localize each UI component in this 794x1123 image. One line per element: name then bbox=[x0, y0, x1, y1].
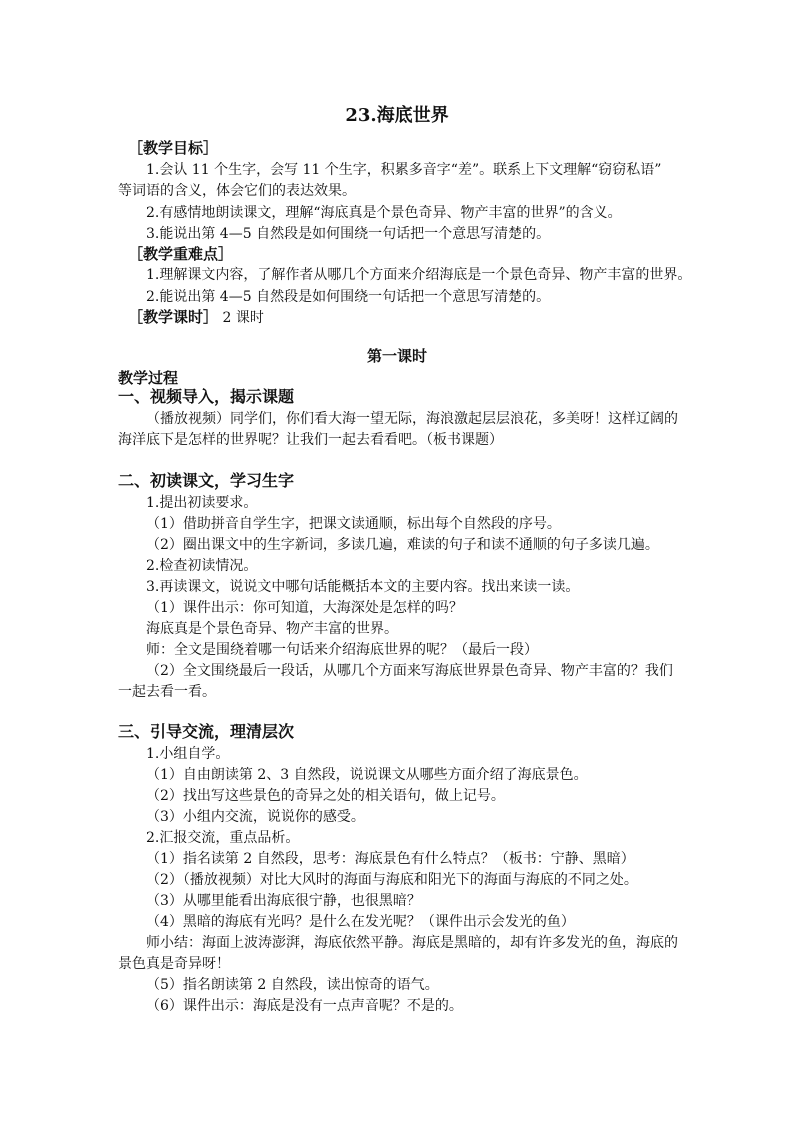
section2-heading: 二、初读课文，学习生字 bbox=[118, 471, 295, 490]
section2-line: 一起去看一看。 bbox=[118, 684, 216, 700]
section1-line: 海洋底下是怎样的世界呢？让我们一起去看看吧。（板书课题） bbox=[118, 432, 503, 448]
document-title: 23.海底世界 bbox=[345, 105, 449, 126]
section2-line: （1）课件出示：你可知道，大海深处是怎样的吗？ bbox=[146, 600, 463, 616]
section3-line: 景色真是奇异呀！ bbox=[118, 956, 230, 972]
section2-line: 3.再读课文，说说文中哪句话能概括本文的主要内容。找出来读一读。 bbox=[146, 579, 580, 595]
section2-line: 1.提出初读要求。 bbox=[146, 495, 258, 511]
section3-line: （3）小组内交流，说说你的感受。 bbox=[146, 809, 365, 825]
objective-item: 1.会认 11 个生字，会写 11 个生字，积累多音字“差”。联系上下文理解“窃窃私语” bbox=[146, 162, 662, 178]
periods-row bbox=[128, 307, 264, 328]
section3-line: （6）课件出示：海底是没有一点声音呢？不是的。 bbox=[146, 998, 463, 1014]
section2-line: （1）借助拼音自学生字，把课文读通顺，标出每个自然段的序号。 bbox=[146, 516, 561, 532]
section3-line: （3）从哪里能看出海底很宁静，也很黑暗？ bbox=[146, 893, 421, 909]
objective-item: 3.能说出第 4—5 自然段是如何围绕一句话把一个意思写清楚的。 bbox=[146, 226, 551, 242]
objective-item: 等词语的含义，体会它们的表达效果。 bbox=[118, 183, 356, 199]
process-heading: 教学过程 bbox=[118, 369, 179, 387]
section2-line: 海底真是个景色奇异、物产丰富的世界。 bbox=[146, 621, 398, 637]
section3-line: 2.汇报交流，重点品析。 bbox=[146, 830, 300, 846]
section2-line: 2.检查初读情况。 bbox=[146, 558, 258, 574]
section3-line: （4）黑暗的海底有光吗？是什么在发光呢？（课件出示会发光的鱼） bbox=[146, 914, 575, 930]
section3-line: （1）指名读第 2 自然段，思考：海底景色有什么特点？（板书：宁静、黑暗） bbox=[146, 851, 635, 867]
key-points-label: ［教学重难点］ bbox=[128, 245, 234, 263]
section1-line: （播放视频）同学们，你们看大海一望无际，海浪激起层层浪花，多美呀！这样辽阔的 bbox=[146, 411, 678, 427]
periods-value: 2 课时 bbox=[222, 310, 264, 326]
key-point-item: 2.能说出第 4—5 自然段是如何围绕一句话把一个意思写清楚的。 bbox=[146, 289, 551, 305]
section3-line: 师小结：海面上波涛澎湃，海底依然平静。海底是黑暗的，却有许多发光的鱼，海底的 bbox=[146, 935, 678, 951]
periods-label: ［教学课时］ bbox=[128, 308, 219, 326]
section3-line: （2）找出写这些景色的奇异之处的相关语句，做上记号。 bbox=[146, 788, 505, 804]
section1-heading: 一、视频导入，揭示课题 bbox=[118, 387, 295, 406]
section3-line: （2）（播放视频）对比大风时的海面与海底和阳光下的海面与海底的不同之处。 bbox=[146, 872, 638, 888]
section3-heading: 三、引导交流，理清层次 bbox=[118, 722, 295, 741]
objective-item: 2.有感情地朗读课文，理解“海底真是个景色奇异、物产丰富的世界”的含义。 bbox=[146, 205, 622, 221]
section2-line: 师：全文是围绕着哪一句话来介绍海底世界的呢？（最后一段） bbox=[146, 642, 538, 658]
lesson-heading: 第一课时 bbox=[366, 347, 427, 365]
key-point-item: 1.理解课文内容，了解作者从哪几个方面来介绍海底是一个景色奇异、物产丰富的世界。 bbox=[146, 267, 692, 283]
objectives-label: ［教学目标］ bbox=[128, 139, 219, 157]
section3-line: （1）自由朗读第 2、3 自然段，说说课文从哪些方面介绍了海底景色。 bbox=[146, 767, 588, 783]
section3-line: 1.小组自学。 bbox=[146, 746, 230, 762]
section2-line: （2）全文围绕最后一段话，从哪几个方面来写海底世界景色奇异、物产丰富的？我们 bbox=[146, 663, 673, 679]
section3-line: （5）指名朗读第 2 自然段，读出惊奇的语气。 bbox=[146, 977, 439, 993]
section2-line: （2）圈出课文中的生字新词，多读几遍，难读的句子和读不通顺的句子多读几遍。 bbox=[146, 537, 659, 553]
